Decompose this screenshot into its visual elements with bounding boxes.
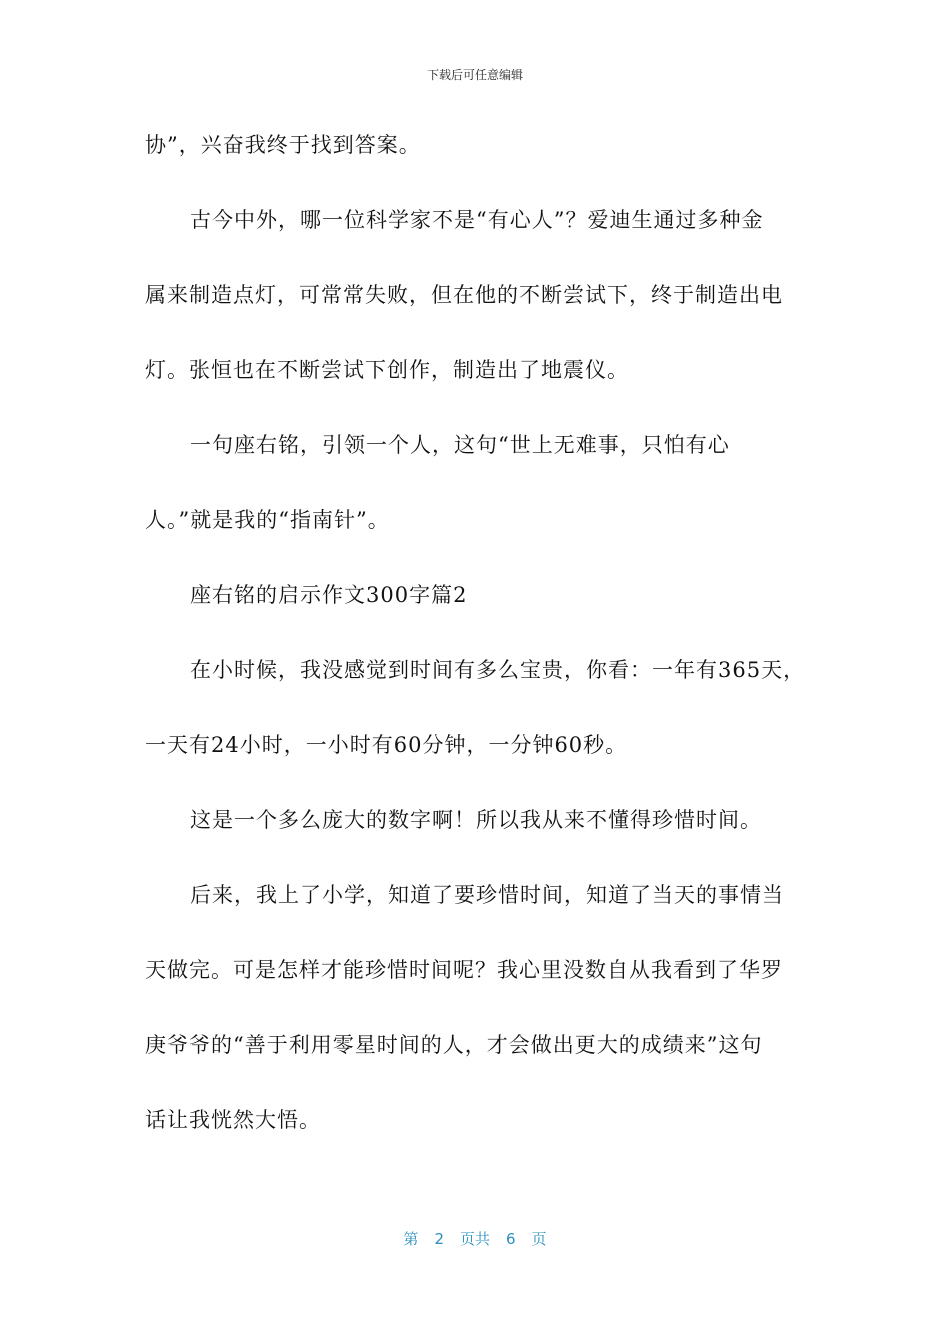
body-line: 一天有24小时，一小时有60分钟，一分钟60秒。 bbox=[145, 733, 628, 757]
body-line: 古今中外，哪一位科学家不是“有心人”？爱迪生通过多种金 bbox=[190, 208, 764, 232]
footer-total-pages: 6 bbox=[506, 1230, 516, 1248]
page-header: 下载后可任意编辑 bbox=[426, 68, 523, 82]
body-line: 天做完。可是怎样才能珍惜时间呢？我心里没数自从我看到了华罗 bbox=[145, 958, 783, 982]
body-line: 后来，我上了小学，知道了要珍惜时间，知道了当天的事情当 bbox=[190, 883, 784, 907]
page-footer bbox=[0, 1228, 950, 1249]
body-line: 属来制造点灯，可常常失败，但在他的不断尝试下，终于制造出电 bbox=[145, 283, 783, 307]
body-line: 庚爷爷的“善于利用零星时间的人，才会做出更大的成绩来”这句 bbox=[145, 1033, 763, 1057]
body-line: 人。”就是我的“指南针”。 bbox=[145, 508, 390, 532]
body-line: 灯。张恒也在不断尝试下创作，制造出了地震仪。 bbox=[145, 358, 629, 382]
body-line: 话让我恍然大悟。 bbox=[145, 1108, 321, 1132]
section-heading: 座右铭的启示作文300字篇2 bbox=[190, 583, 468, 607]
footer-prefix: 第 bbox=[403, 1230, 419, 1248]
footer-suffix: 页 bbox=[531, 1230, 547, 1248]
body-line: 在小时候，我没感觉到时间有多么宝贵，你看：一年有365天， bbox=[190, 658, 806, 682]
body-line: 协”，兴奋我终于找到答案。 bbox=[145, 133, 421, 157]
body-line: 一句座右铭，引领一个人，这句“世上无难事，只怕有心 bbox=[190, 433, 730, 457]
body-line: 这是一个多么庞大的数字啊！所以我从来不懂得珍惜时间。 bbox=[190, 808, 762, 832]
footer-current-page: 2 bbox=[434, 1230, 444, 1248]
footer-middle: 页共 bbox=[459, 1230, 490, 1248]
